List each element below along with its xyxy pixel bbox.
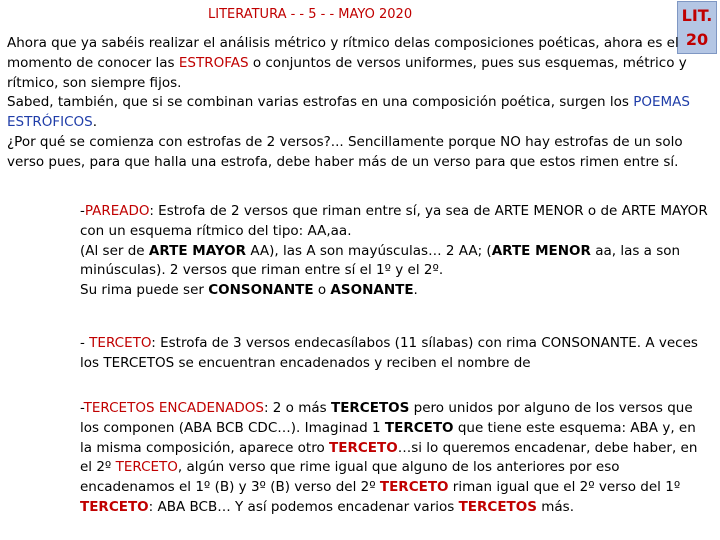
pareado-definition bbox=[80, 202, 712, 242]
intro-paragraph-1 bbox=[7, 34, 707, 93]
encadenados-definition bbox=[80, 399, 712, 518]
term-terceto: TERCETO bbox=[89, 335, 152, 351]
term-arte-mayor: ARTE MAYOR bbox=[148, 242, 247, 259]
term-pareado: PAREADO bbox=[84, 203, 150, 219]
tercetos-encadenados-section bbox=[80, 399, 712, 518]
pareado-text: AA), las A son mayúsculas… 2 AA; ( bbox=[246, 242, 492, 259]
badge-line-1: LIT. bbox=[681, 6, 713, 25]
term-consonante: CONSONANTE bbox=[208, 282, 314, 299]
badge-line-2: 20 bbox=[685, 30, 709, 49]
term-poemas-estroficos: POEMAS ESTRÓFICOS bbox=[7, 94, 690, 131]
pareado-text: Su rima puede ser bbox=[80, 282, 209, 299]
term-terceto: TERCETO bbox=[329, 439, 398, 456]
intro-text: . bbox=[92, 114, 98, 131]
term-tercetos: TERCETOS bbox=[330, 400, 410, 416]
term-terceto: TERCETO bbox=[80, 498, 149, 515]
pareado-text: : Estrofa de 2 versos que riman entre sí, ya sea de ARTE MENOR o de ARTE MAYOR con un esquema rítmico del tipo: AA,aa. bbox=[80, 203, 708, 239]
intro-text: Ahora que ya sabéis realizar el análisis métrico y rítmico delas composiciones poéticas, ahora es el momento de conocer las bbox=[7, 35, 679, 71]
term-tercetos-encadenados: TERCETOS ENCADENADOS bbox=[83, 400, 264, 416]
encadenados-text: que tiene este esquema: ABA y, en la misma composición, aparece otro bbox=[80, 419, 696, 456]
encadenados-text: pero unidos por alguno de los versos que los componen (ABA BCB CDC…). Imaginad 1 bbox=[80, 400, 693, 436]
encadenados-text: , algún verso que rime igual que alguno de los anteriores por eso encadenamos el 1º (B) y 3º (B) verso del 2º bbox=[80, 459, 620, 496]
pareado-text: o bbox=[313, 282, 331, 299]
encadenados-text: más. bbox=[536, 498, 575, 515]
term-arte-menor: ARTE MENOR bbox=[491, 242, 591, 259]
encadenados-text: …si lo queremos encadenar, debe haber, en el 2º bbox=[80, 439, 698, 476]
pareado-text: (Al ser de bbox=[80, 242, 149, 259]
pareado-text: aa, las a son minúsculas). 2 versos que riman entre sí el 1º y el 2º. bbox=[80, 242, 681, 279]
encadenados-text: : 2 o más bbox=[263, 400, 331, 416]
encadenados-text: riman igual que el 2º verso del 1º bbox=[448, 479, 681, 496]
page-title: LITERATURA - - 5 - - MAYO 2020 bbox=[208, 7, 413, 22]
intro-paragraph-3: ¿Por qué se comienza con estrofas de 2 versos?... Sencillamente porque NO hay estrofas de un solo verso pues, para que halla una estrofa, debe haber más de un verso para que estos rimen entre sí. bbox=[7, 133, 683, 170]
pareado-text: . bbox=[413, 282, 418, 299]
dash: - bbox=[80, 203, 85, 219]
term-terceto: TERCETO bbox=[115, 459, 178, 476]
dash: - bbox=[80, 335, 90, 351]
term-terceto: TERCETO bbox=[384, 419, 454, 436]
intro-paragraph-2 bbox=[7, 93, 707, 133]
intro-section bbox=[7, 34, 707, 173]
intro-text: o conjuntos de versos uniformes, pues sus esquemas, métrico y rítmico, son siempre fijos. bbox=[7, 54, 687, 91]
dash: - bbox=[80, 400, 84, 416]
pareado-rima bbox=[80, 281, 712, 301]
encadenados-text: : ABA BCB… Y así podemos encadenar varios bbox=[148, 498, 459, 515]
term-estrofas: ESTROFAS bbox=[178, 54, 249, 71]
term-terceto: TERCETO bbox=[379, 479, 449, 496]
term-asonante: ASONANTE bbox=[330, 282, 414, 299]
pareado-note bbox=[80, 242, 712, 282]
terceto-section bbox=[80, 334, 712, 374]
terceto-text: : Estrofa de 3 versos endecasílabos (11 sílabas) con rima CONSONANTE. A veces los TERCETOS se encuentran encadenados y reciben el nombre de bbox=[80, 335, 698, 371]
terceto-definition bbox=[80, 334, 712, 374]
intro-text: Sabed, también, que si se combinan varias estrofas en una composición poética, surgen los bbox=[7, 94, 634, 111]
pareado-section bbox=[80, 202, 712, 301]
term-tercetos: TERCETOS bbox=[458, 498, 537, 515]
